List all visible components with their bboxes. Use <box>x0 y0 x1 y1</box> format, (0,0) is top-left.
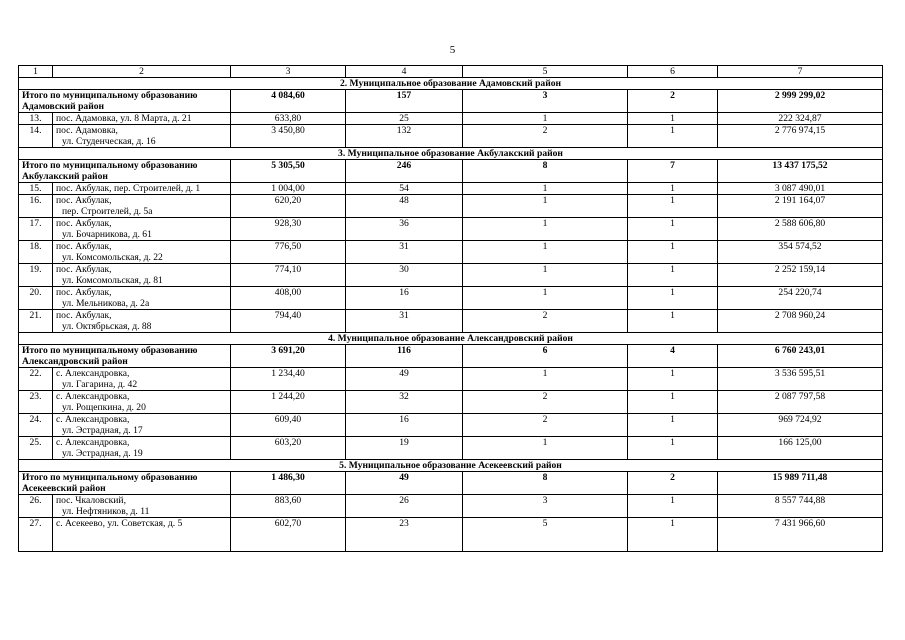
address-line: пос. Чкаловский, <box>56 495 126 506</box>
value-cell-c4: 26 <box>346 495 463 518</box>
value-cell-c6: 1 <box>628 195 718 218</box>
value-cell-c6: 1 <box>628 218 718 241</box>
total-cell-c3: 3 691,20 <box>231 345 346 368</box>
value-cell-c3: 883,60 <box>231 495 346 518</box>
value-cell-c4: 132 <box>346 125 463 148</box>
column-number-row <box>19 66 883 78</box>
column-header: 5 <box>463 66 628 78</box>
address-cell <box>53 495 231 518</box>
column-header: 6 <box>628 66 718 78</box>
value-cell-c4: 48 <box>346 195 463 218</box>
total-cell-c4: 116 <box>346 345 463 368</box>
housing-table <box>18 65 883 552</box>
total-cell-c4: 157 <box>346 90 463 113</box>
section-title-row <box>19 460 883 472</box>
section-title: 4. Муниципальное образование Александровский район <box>19 333 883 345</box>
total-cell-c5: 3 <box>463 90 628 113</box>
total-cell-c7: 13 437 175,52 <box>718 160 883 183</box>
value-cell-c5: 1 <box>463 183 628 195</box>
table-row <box>19 518 883 552</box>
address-cell <box>53 183 231 195</box>
address-line: ул. Мельникова, д. 2а <box>62 298 150 309</box>
table-row <box>19 437 883 460</box>
column-header: 1 <box>19 66 53 78</box>
total-label-line: Александровский район <box>22 356 128 367</box>
value-cell-c3: 776,50 <box>231 241 346 264</box>
value-cell-c7: 354 574,52 <box>718 241 883 264</box>
total-cell-c4: 246 <box>346 160 463 183</box>
value-cell-c5: 1 <box>463 218 628 241</box>
value-cell-c7: 969 724,92 <box>718 414 883 437</box>
value-cell-c6: 1 <box>628 241 718 264</box>
table-row <box>19 183 883 195</box>
value-cell-c5: 2 <box>463 310 628 333</box>
value-cell-c3: 602,70 <box>231 518 346 552</box>
section-title: 5. Муниципальное образование Асекеевский район <box>19 460 883 472</box>
value-cell-c5: 1 <box>463 264 628 287</box>
address-cell <box>53 437 231 460</box>
table-row <box>19 264 883 287</box>
address-cell <box>53 264 231 287</box>
address-cell <box>53 518 231 552</box>
value-cell-c6: 1 <box>628 113 718 125</box>
row-number: 16. <box>19 195 53 218</box>
address-cell <box>53 287 231 310</box>
address-line: с. Александровка, <box>56 437 130 448</box>
table-row <box>19 414 883 437</box>
value-cell-c7: 222 324,87 <box>718 113 883 125</box>
table-row <box>19 218 883 241</box>
column-header: 7 <box>718 66 883 78</box>
address-line: ул. Эстрадная, д. 17 <box>62 425 143 436</box>
row-number: 23. <box>19 391 53 414</box>
total-row <box>19 90 883 113</box>
total-label-line: Итого по муниципальному образованию <box>22 345 198 356</box>
total-label <box>19 160 231 183</box>
table-row <box>19 195 883 218</box>
value-cell-c6: 1 <box>628 183 718 195</box>
value-cell-c7: 2 708 960,24 <box>718 310 883 333</box>
value-cell-c3: 609,40 <box>231 414 346 437</box>
table-row <box>19 495 883 518</box>
table-row <box>19 310 883 333</box>
address-line: ул. Эстрадная, д. 19 <box>62 448 143 459</box>
total-cell-c3: 4 084,60 <box>231 90 346 113</box>
value-cell-c5: 1 <box>463 287 628 310</box>
value-cell-c5: 1 <box>463 437 628 460</box>
total-label-line: Асекеевский район <box>22 483 106 494</box>
address-line: с. Асекеево, ул. Советская, д. 5 <box>56 518 183 529</box>
address-line: с. Александровка, <box>56 414 130 425</box>
address-line: ул. Рощепкина, д. 20 <box>62 402 146 413</box>
row-number: 14. <box>19 125 53 148</box>
address-line: ул. Октябрьская, д. 88 <box>62 321 152 332</box>
column-header: 3 <box>231 66 346 78</box>
value-cell-c6: 1 <box>628 437 718 460</box>
total-label-line: Адамовский район <box>22 101 105 112</box>
value-cell-c5: 2 <box>463 414 628 437</box>
total-row <box>19 345 883 368</box>
row-number: 22. <box>19 368 53 391</box>
value-cell-c3: 620,20 <box>231 195 346 218</box>
value-cell-c3: 633,80 <box>231 113 346 125</box>
total-cell-c6: 2 <box>628 90 718 113</box>
total-label <box>19 472 231 495</box>
value-cell-c5: 2 <box>463 125 628 148</box>
table-row <box>19 113 883 125</box>
value-cell-c7: 3 087 490,01 <box>718 183 883 195</box>
value-cell-c6: 1 <box>628 264 718 287</box>
value-cell-c7: 2 252 159,14 <box>718 264 883 287</box>
row-number: 21. <box>19 310 53 333</box>
total-cell-c5: 8 <box>463 160 628 183</box>
total-label-line: Итого по муниципальному образованию <box>22 160 198 171</box>
address-line: пер. Строителей, д. 5а <box>62 206 153 217</box>
address-cell <box>53 414 231 437</box>
address-line: пос. Акбулак, <box>56 310 112 321</box>
value-cell-c3: 1 234,40 <box>231 368 346 391</box>
value-cell-c4: 30 <box>346 264 463 287</box>
value-cell-c3: 3 450,80 <box>231 125 346 148</box>
value-cell-c5: 2 <box>463 391 628 414</box>
value-cell-c3: 794,40 <box>231 310 346 333</box>
address-line: пос. Акбулак, <box>56 218 112 229</box>
total-cell-c6: 4 <box>628 345 718 368</box>
total-cell-c6: 7 <box>628 160 718 183</box>
address-cell <box>53 391 231 414</box>
total-label <box>19 345 231 368</box>
address-cell <box>53 125 231 148</box>
section-title: 3. Муниципальное образование Акбулакский район <box>19 148 883 160</box>
section-title-row <box>19 78 883 90</box>
section-title-row <box>19 333 883 345</box>
value-cell-c4: 16 <box>346 287 463 310</box>
address-line: ул. Бочарникова, д. 61 <box>62 229 152 240</box>
value-cell-c6: 1 <box>628 414 718 437</box>
total-label-line: Итого по муниципальному образованию <box>22 472 198 483</box>
total-cell-c7: 6 760 243,01 <box>718 345 883 368</box>
column-header: 4 <box>346 66 463 78</box>
value-cell-c4: 31 <box>346 310 463 333</box>
row-number: 26. <box>19 495 53 518</box>
row-number: 15. <box>19 183 53 195</box>
address-line: пос. Акбулак, <box>56 287 112 298</box>
table-row <box>19 125 883 148</box>
address-cell <box>53 113 231 125</box>
table-row <box>19 287 883 310</box>
value-cell-c7: 2 776 974,15 <box>718 125 883 148</box>
value-cell-c7: 2 087 797,58 <box>718 391 883 414</box>
value-cell-c7: 2 191 164,07 <box>718 195 883 218</box>
total-row <box>19 472 883 495</box>
value-cell-c7: 8 557 744,88 <box>718 495 883 518</box>
row-number: 18. <box>19 241 53 264</box>
address-cell <box>53 241 231 264</box>
value-cell-c4: 23 <box>346 518 463 552</box>
address-line: ул. Гагарина, д. 42 <box>62 379 138 390</box>
total-cell-c3: 1 486,30 <box>231 472 346 495</box>
value-cell-c3: 1 004,00 <box>231 183 346 195</box>
total-cell-c4: 49 <box>346 472 463 495</box>
total-label-line: Итого по муниципальному образованию <box>22 90 198 101</box>
address-line: пос. Акбулак, <box>56 241 112 252</box>
row-number: 24. <box>19 414 53 437</box>
table-row <box>19 241 883 264</box>
value-cell-c4: 19 <box>346 437 463 460</box>
value-cell-c4: 25 <box>346 113 463 125</box>
address-line: пос. Акбулак, <box>56 264 112 275</box>
address-cell <box>53 368 231 391</box>
total-cell-c6: 2 <box>628 472 718 495</box>
address-line: пос. Адамовка, ул. 8 Марта, д. 21 <box>56 113 192 124</box>
address-line: пос. Адамовка, <box>56 125 118 136</box>
value-cell-c5: 1 <box>463 241 628 264</box>
value-cell-c5: 1 <box>463 368 628 391</box>
value-cell-c5: 3 <box>463 495 628 518</box>
address-cell <box>53 218 231 241</box>
value-cell-c6: 1 <box>628 368 718 391</box>
value-cell-c6: 1 <box>628 518 718 552</box>
value-cell-c3: 928,30 <box>231 218 346 241</box>
section-title-row <box>19 148 883 160</box>
value-cell-c4: 36 <box>346 218 463 241</box>
value-cell-c4: 54 <box>346 183 463 195</box>
value-cell-c3: 603,20 <box>231 437 346 460</box>
value-cell-c6: 1 <box>628 125 718 148</box>
total-cell-c7: 2 999 299,02 <box>718 90 883 113</box>
value-cell-c5: 5 <box>463 518 628 552</box>
row-number: 19. <box>19 264 53 287</box>
row-number: 13. <box>19 113 53 125</box>
value-cell-c5: 1 <box>463 195 628 218</box>
value-cell-c7: 3 536 595,51 <box>718 368 883 391</box>
address-line: с. Александровка, <box>56 391 130 402</box>
table-row <box>19 368 883 391</box>
value-cell-c4: 16 <box>346 414 463 437</box>
address-cell <box>53 310 231 333</box>
column-header: 2 <box>53 66 231 78</box>
row-number: 27. <box>19 518 53 552</box>
value-cell-c4: 49 <box>346 368 463 391</box>
address-line: ул. Нефтяников, д. 11 <box>62 506 150 517</box>
address-line: пос. Акбулак, пер. Строителей, д. 1 <box>56 183 201 194</box>
value-cell-c4: 32 <box>346 391 463 414</box>
address-line: ул. Комсомольская, д. 81 <box>62 275 163 286</box>
value-cell-c6: 1 <box>628 391 718 414</box>
total-cell-c5: 8 <box>463 472 628 495</box>
address-cell <box>53 195 231 218</box>
row-number: 25. <box>19 437 53 460</box>
value-cell-c7: 7 431 966,60 <box>718 518 883 552</box>
value-cell-c6: 1 <box>628 310 718 333</box>
value-cell-c3: 774,10 <box>231 264 346 287</box>
total-label-line: Акбулакский район <box>22 171 108 182</box>
total-cell-c7: 15 989 711,48 <box>718 472 883 495</box>
page-number: 5 <box>449 44 456 56</box>
section-title: 2. Муниципальное образование Адамовский район <box>19 78 883 90</box>
total-row <box>19 160 883 183</box>
total-label <box>19 90 231 113</box>
value-cell-c7: 254 220,74 <box>718 287 883 310</box>
value-cell-c3: 408,00 <box>231 287 346 310</box>
value-cell-c7: 2 588 606,80 <box>718 218 883 241</box>
address-line: с. Александровка, <box>56 368 130 379</box>
value-cell-c5: 1 <box>463 113 628 125</box>
address-line: пос. Акбулак, <box>56 195 112 206</box>
row-number: 17. <box>19 218 53 241</box>
address-line: ул. Комсомольская, д. 22 <box>62 252 163 263</box>
address-line: ул. Студенческая, д. 16 <box>62 136 156 147</box>
total-cell-c3: 5 305,50 <box>231 160 346 183</box>
value-cell-c7: 166 125,00 <box>718 437 883 460</box>
table-row <box>19 391 883 414</box>
total-cell-c5: 6 <box>463 345 628 368</box>
value-cell-c6: 1 <box>628 287 718 310</box>
value-cell-c3: 1 244,20 <box>231 391 346 414</box>
value-cell-c6: 1 <box>628 495 718 518</box>
value-cell-c4: 31 <box>346 241 463 264</box>
row-number: 20. <box>19 287 53 310</box>
